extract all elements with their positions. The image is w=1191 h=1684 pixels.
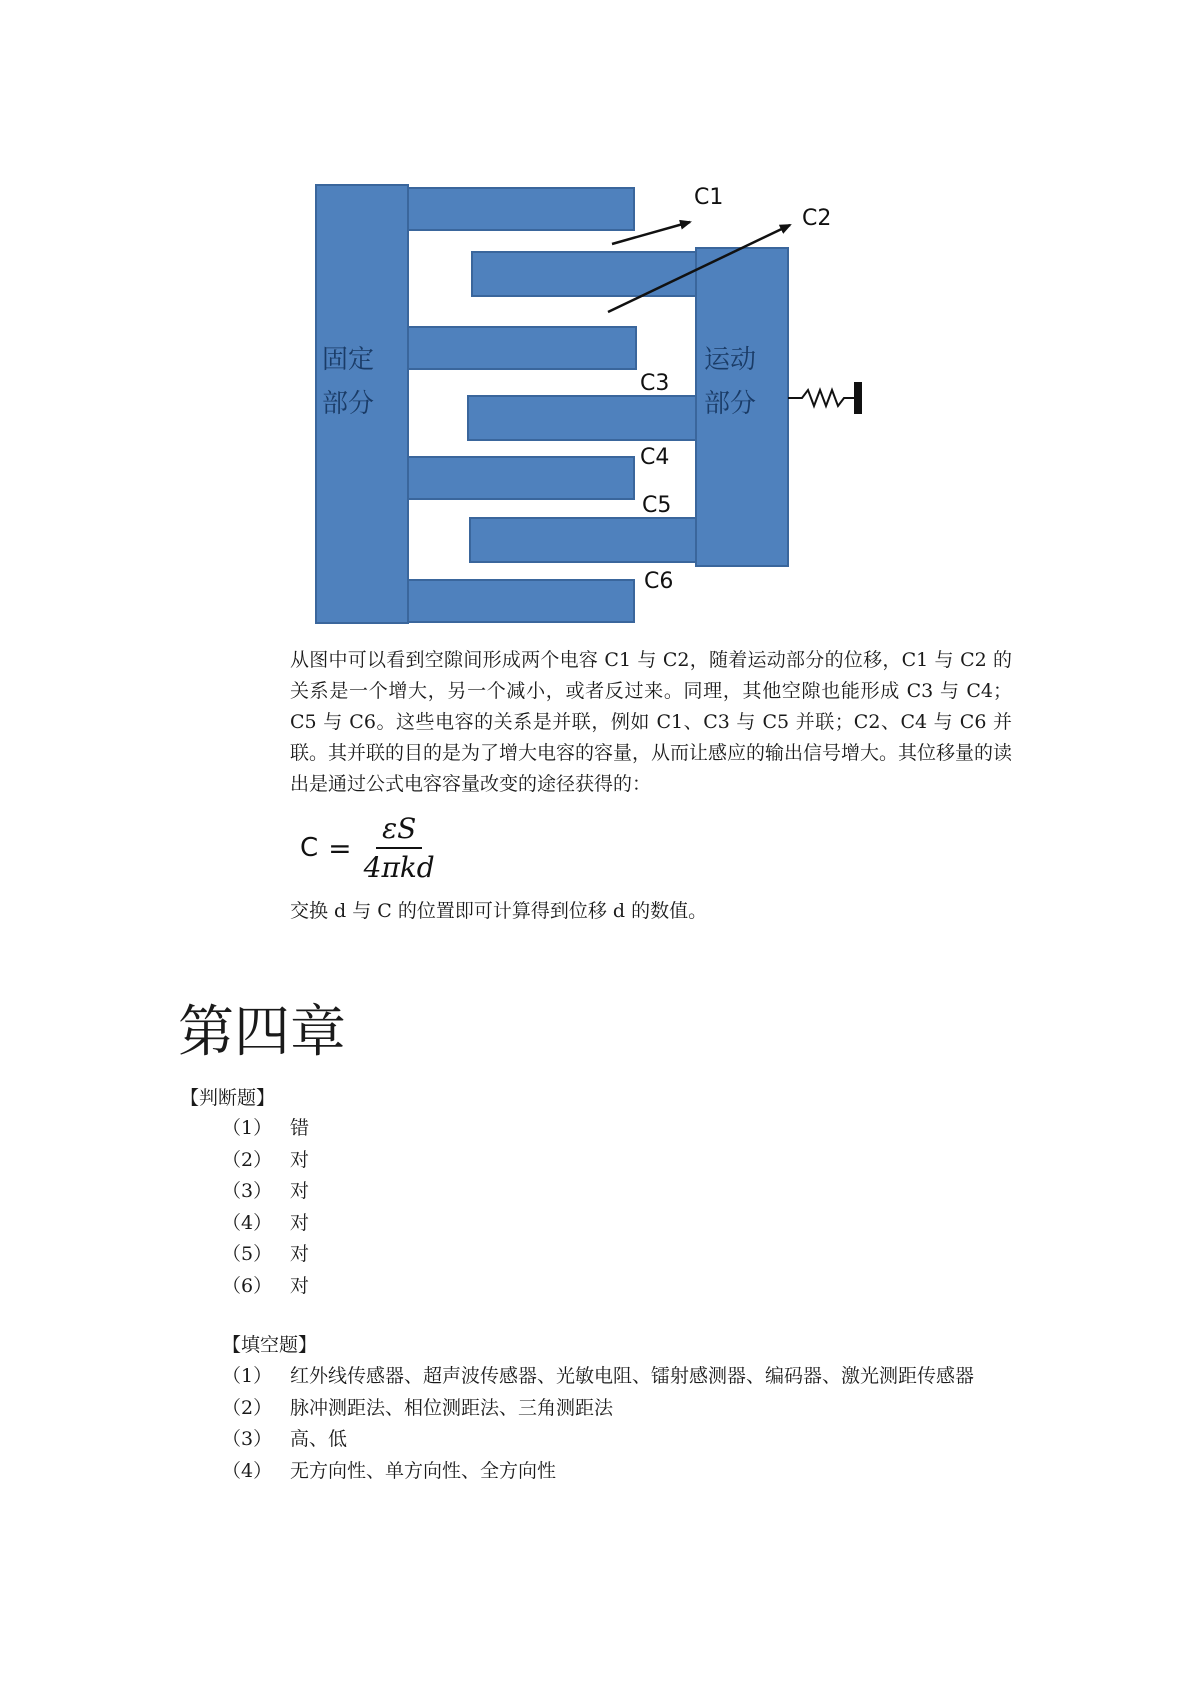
moving-finger [468,396,696,440]
item-answer: 对 [290,1148,310,1171]
anchor-wall [854,382,862,414]
item-number: （2） [222,1148,273,1171]
c1-label: C1 [694,185,724,210]
c5-label: C5 [642,493,672,518]
c2-label: C2 [802,206,832,231]
fixed-part-label-line1: 固定 [322,345,375,375]
c6-label: C6 [644,569,674,594]
item-answer: 对 [290,1274,310,1297]
list-item [222,1361,1012,1393]
capacitor-comb-diagram [0,0,1191,640]
list-item [222,1456,1012,1488]
item-answer: 对 [290,1180,310,1202]
chapter-title: 第四章 [178,1000,346,1065]
item-number: （1） [222,1117,273,1139]
list-item [222,1424,1012,1456]
list-item [222,1113,309,1145]
moving-part-label-line1: 运动 [704,345,757,375]
list-item [222,1208,309,1240]
list-item [222,1393,1012,1425]
item-number: （4） [222,1459,273,1482]
swap-note-paragraph: 交换 d 与 C 的位置即可计算得到位移 d 的数值。 [290,900,708,922]
item-number: （6） [222,1274,273,1297]
item-answer: 对 [290,1211,310,1234]
item-number: （2） [222,1396,273,1419]
moving-finger [472,252,696,296]
capacitance-formula [300,812,435,884]
c4-label: C4 [640,445,670,470]
fixed-part-label-line2: 部分 [322,389,375,419]
spring [788,390,856,406]
list-item [222,1176,309,1208]
explanation-paragraph: 从图中可以看到空隙间形成两个电容 C1 与 C2，随着运动部分的位移，C1 与 C2 的关系是一个增大，另一个减小，或者反过来。同理，其他空隙也能形成 C3 与 C4；C5 与 C6。这些电容的关系是并联，例如 C1、C3 与 C5 并联；C2、C4 与 C6 并联。其并联的目的是为了增大电容的容量，从而让感应的输出信号增大。其位移量的读出是通过公式电容容量改变的途径获得的： [290,649,1013,795]
formula-equals: = [328,831,352,865]
judge-answer-list [222,1113,309,1302]
list-item [222,1239,309,1271]
item-answer: 红外线传感器、超声波传感器、光敏电阻、镭射感测器、编码器、激光测距传感器 [290,1365,975,1387]
list-item [222,1271,309,1303]
item-number: （3） [222,1180,273,1202]
item-number: （5） [222,1243,273,1265]
formula-numerator: εS [376,812,422,849]
fill-section-label: 【填空题】 [222,1334,318,1356]
item-answer: 脉冲测距法、相位测距法、三角测距法 [290,1396,614,1419]
list-item [222,1145,309,1177]
formula-fraction [364,812,435,884]
judge-section-label: 【判断题】 [180,1087,276,1109]
item-answer: 错 [290,1117,310,1139]
moving-part-label-line2: 部分 [704,389,757,419]
moving-finger [470,518,696,562]
item-answer: 高、低 [290,1428,348,1450]
c3-label: C3 [640,371,670,396]
item-number: （1） [222,1365,273,1387]
formula-denominator: 4πkd [363,851,435,884]
formula-lhs: C [300,833,319,863]
item-answer: 无方向性、单方向性、全方向性 [290,1459,557,1482]
fixed-finger [408,580,634,622]
fill-answer-list [222,1361,1012,1487]
item-answer: 对 [290,1243,310,1265]
item-number: （4） [222,1211,273,1234]
fixed-finger [408,457,634,499]
item-number: （3） [222,1428,273,1450]
fixed-finger [408,327,636,369]
fixed-finger [408,188,634,230]
